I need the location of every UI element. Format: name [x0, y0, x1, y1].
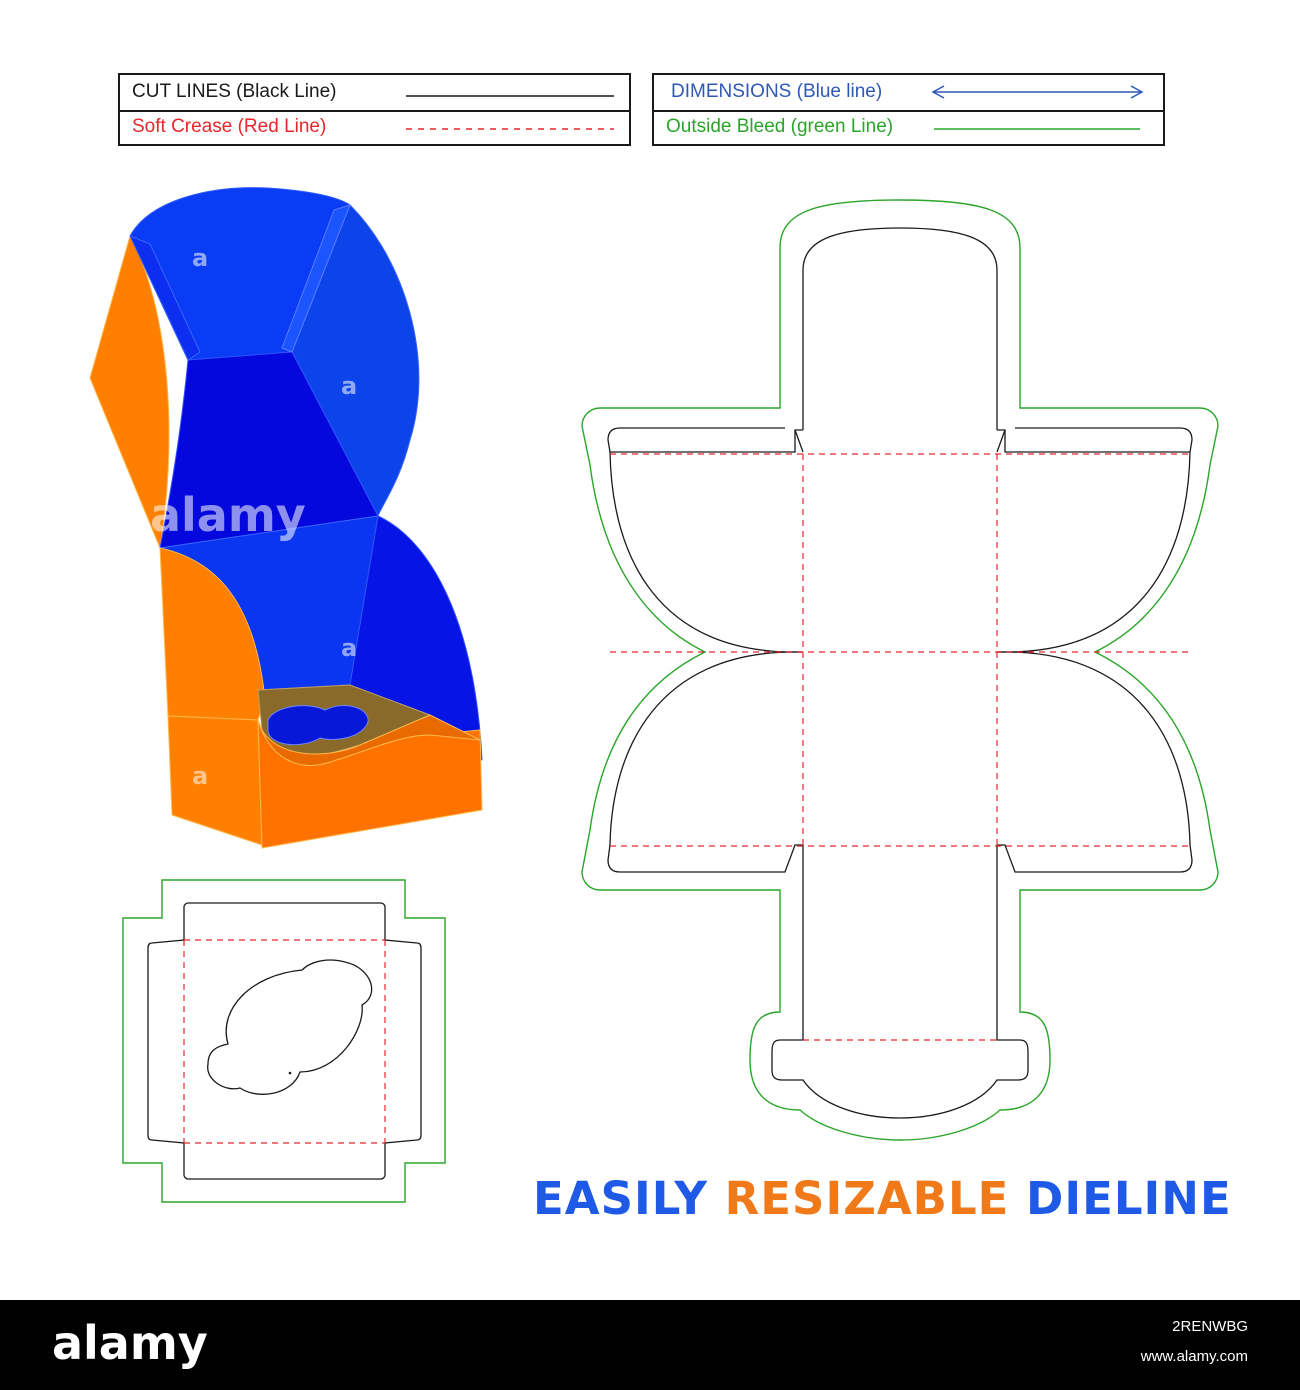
insert-crease-lines — [184, 940, 385, 1143]
insert-bleed-outline — [123, 880, 445, 1202]
headline-word-resizable: RESIZABLE — [724, 1172, 1010, 1225]
legend-bleed-label: Outside Bleed (green Line) — [666, 116, 894, 137]
main-cut-left-upper-flap — [608, 428, 803, 652]
main-crease-lines — [610, 454, 1190, 1040]
watermark-mark-1: a — [192, 244, 209, 272]
main-cut-lid-notch-left — [795, 430, 803, 452]
footer-url[interactable]: www.alamy.com — [1140, 1348, 1248, 1365]
headline-word-easily: EASILY — [533, 1172, 708, 1225]
main-cut-right-upper-flap — [997, 428, 1192, 652]
footer-image-id: 2RENWBG — [1172, 1318, 1248, 1335]
watermark-mark-2: a — [341, 372, 358, 400]
footer-bar — [0, 1300, 1300, 1390]
headline — [533, 1172, 1232, 1225]
footer-logo[interactable]: alamy — [52, 1316, 208, 1370]
legend-dimension-label: DIMENSIONS (Blue line) — [671, 81, 883, 102]
main-cut-lid-notch-right — [997, 430, 1005, 452]
insert-center-dot — [289, 1072, 292, 1075]
main-cut-right-lower-flap — [997, 652, 1192, 872]
main-bleed-outline — [582, 200, 1218, 1140]
base-left-wall — [168, 716, 262, 845]
insert-cut-outline — [148, 903, 421, 1179]
watermark-main: alamy — [150, 488, 306, 542]
main-cut-bottom-panel — [772, 845, 1028, 1118]
main-cut-left-lower-flap — [608, 652, 803, 872]
main-dieline — [582, 200, 1218, 1140]
legend-cut-label: CUT LINES (Black Line) — [132, 81, 337, 102]
legend-crease-label: Soft Crease (Red Line) — [132, 116, 327, 137]
watermark-mark-4: a — [192, 762, 209, 790]
insert-dieline — [123, 880, 445, 1202]
headline-word-dieline: DIELINE — [1026, 1172, 1232, 1225]
watermark-mark-3: a — [341, 634, 358, 662]
main-cut-lid-top — [803, 228, 997, 430]
